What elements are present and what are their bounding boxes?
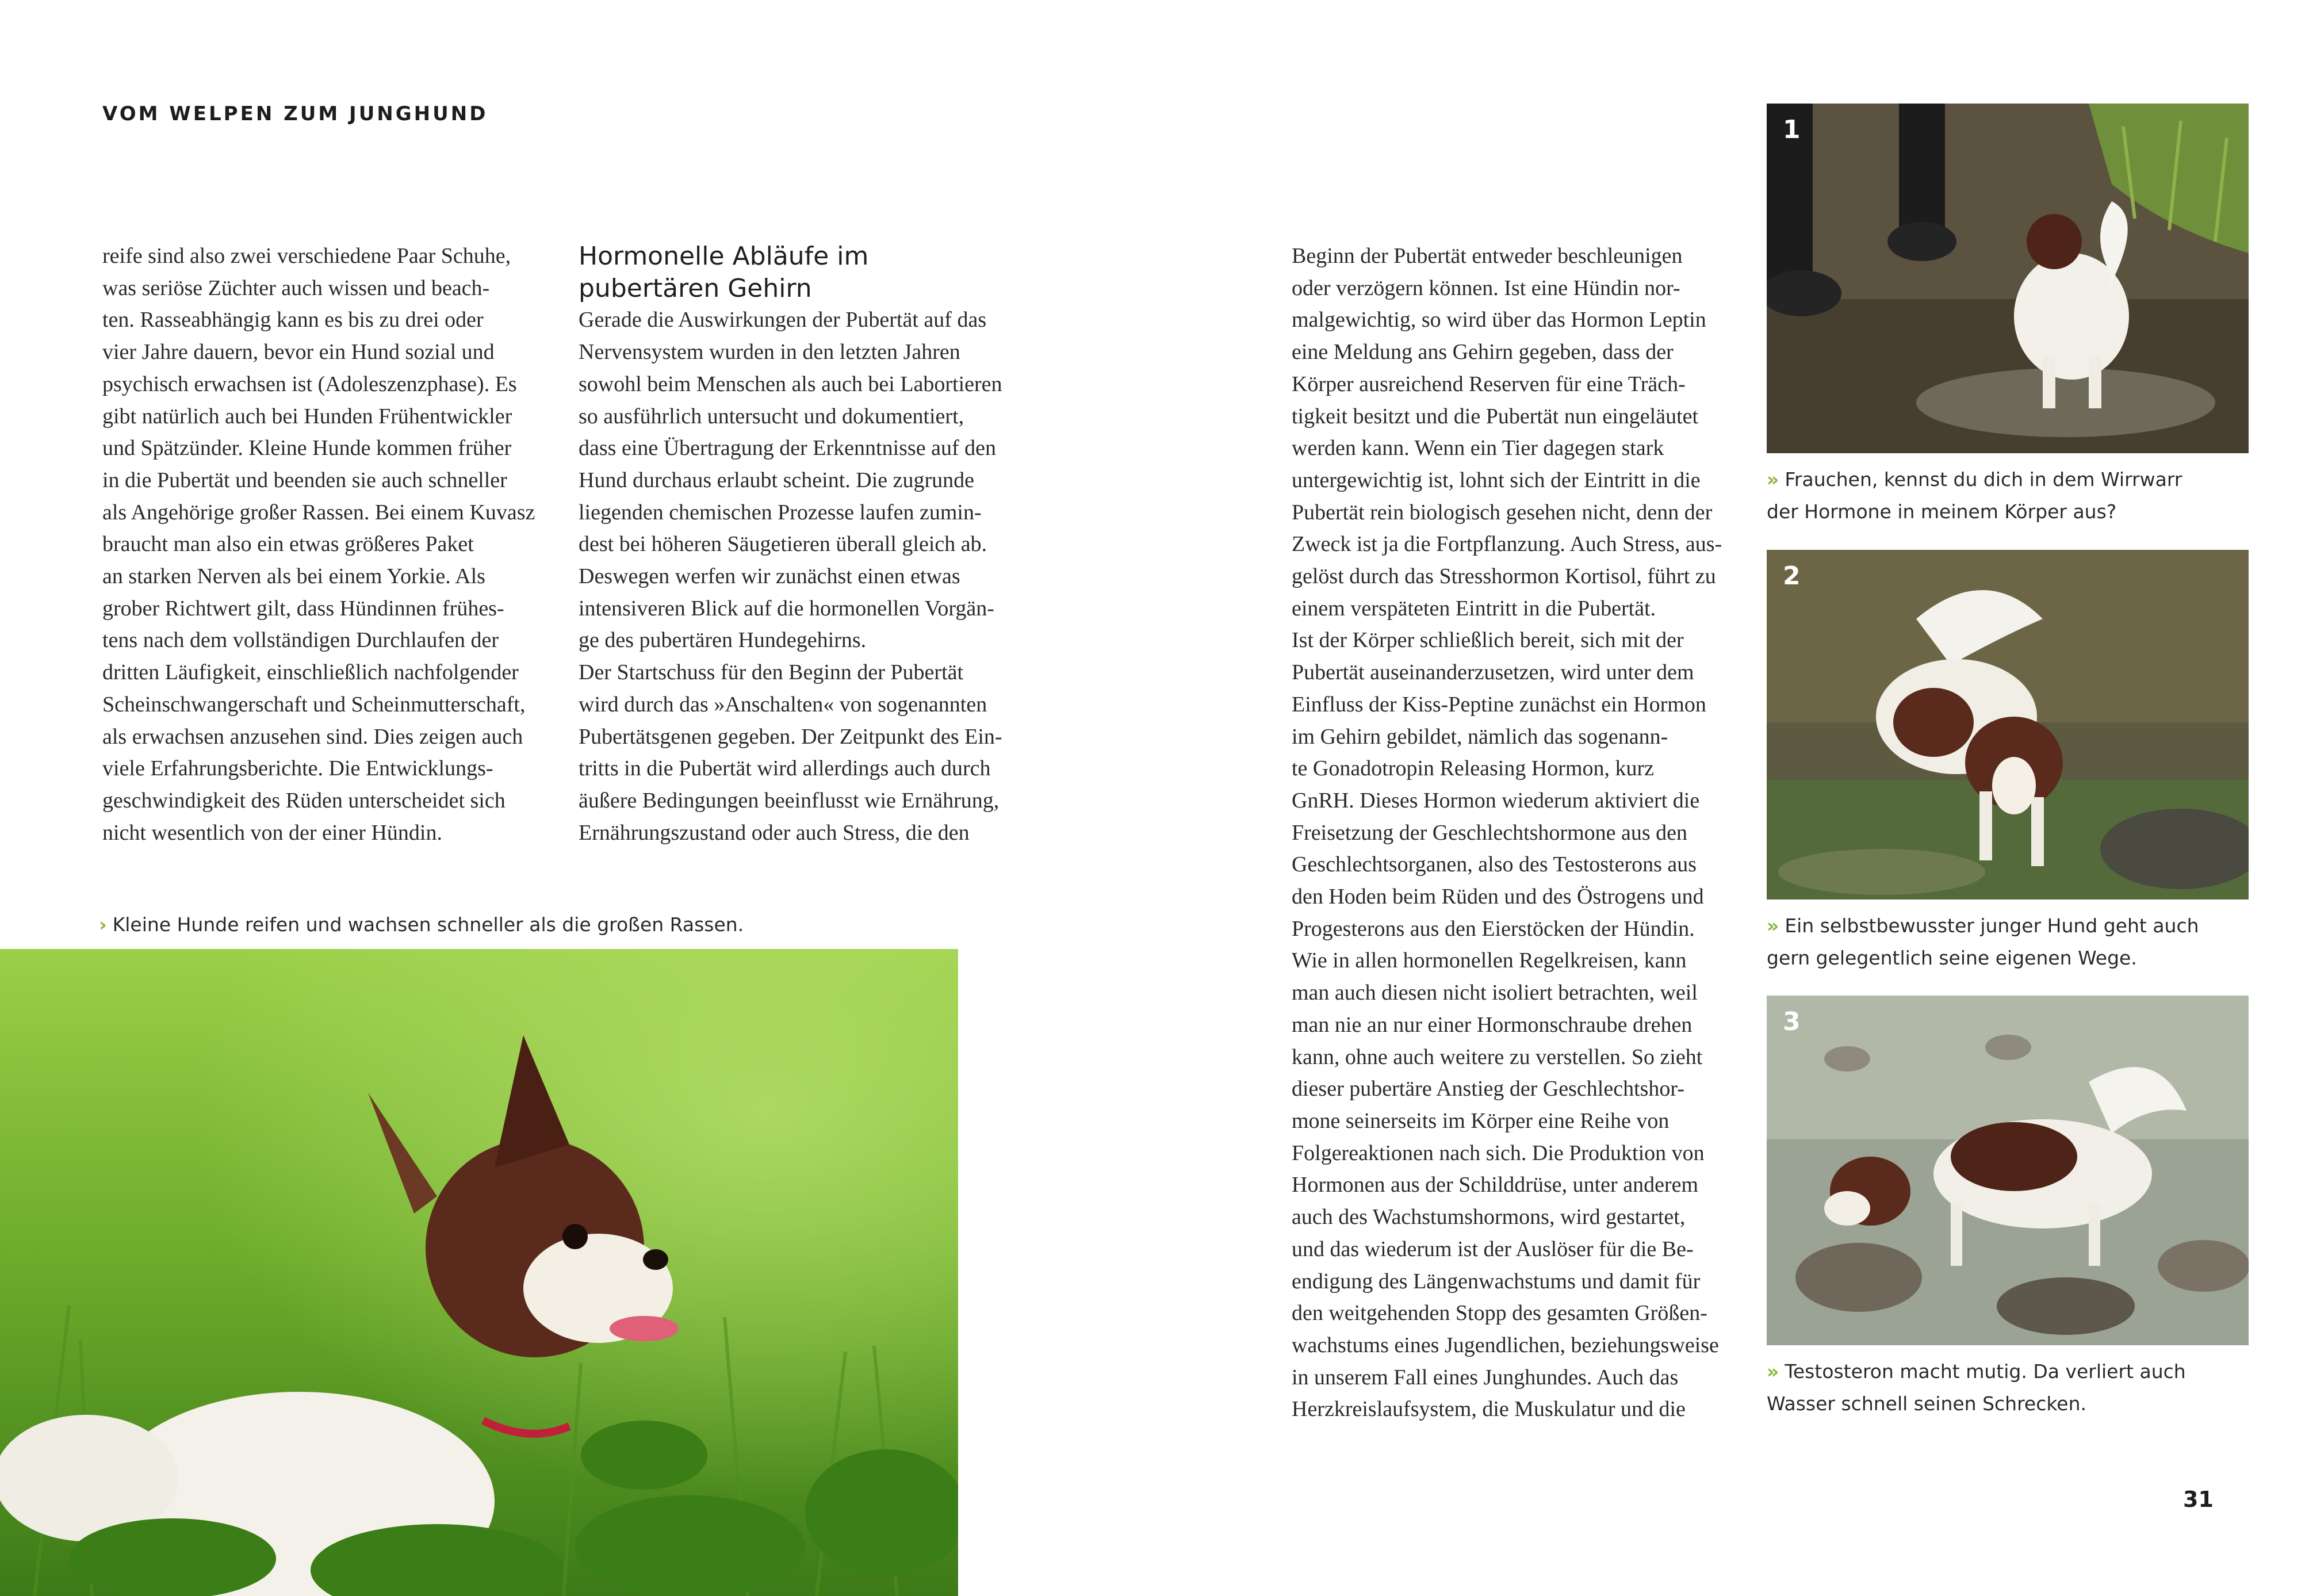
text-line: liegenden chemischen Prozesse laufen zumin- xyxy=(579,500,982,525)
text-line: und das wiederum ist der Auslöser für die Be- xyxy=(1292,1237,1694,1261)
text-line: tens nach dem vollständigen Durchlaufen der xyxy=(102,628,499,653)
text-line: man auch diesen nicht isoliert betrachten, weil xyxy=(1292,981,1698,1005)
dog-at-water-illustration xyxy=(1767,550,2249,900)
text-line: wird durch das »Anschalten« von sogenannten xyxy=(579,692,987,717)
text-line: dass eine Übertragung der Erkenntnisse auf den xyxy=(579,436,996,461)
running-head: VOM WELPEN ZUM JUNGHUND xyxy=(102,102,488,125)
text-line: Folgereaktionen nach sich. Die Produktion von xyxy=(1292,1140,1705,1165)
text-line: Körper ausreichend Reserven für eine Träch- xyxy=(1292,372,1686,396)
main-photo-dog-in-grass xyxy=(0,949,958,1596)
text-line: tigkeit besitzt und die Pubertät nun eingeläutet xyxy=(1292,404,1699,428)
text-line: Geschlechtsorganen, also des Testosterons aus xyxy=(1292,852,1697,877)
body-column-3 xyxy=(1292,240,1757,1426)
text-line: Hund durchaus erlaubt scheint. Die zugrunde xyxy=(579,468,975,492)
text-line: Ist der Körper schließlich bereit, sich mit der xyxy=(1292,628,1684,653)
text-line: sowohl beim Menschen als auch bei Labortieren xyxy=(579,372,1002,396)
main-photo-caption xyxy=(99,909,962,941)
section-heading xyxy=(579,240,1039,304)
text-line: Freisetzung der Geschlechtshormone aus den xyxy=(1292,820,1688,845)
text-line: malgewichtig, so wird über das Hormon Leptin xyxy=(1292,308,1706,332)
text-line: GnRH. Dieses Hormon wiederum aktiviert die xyxy=(1292,788,1700,813)
text-line: einem verspäteten Eintritt in die Pubertät. xyxy=(1292,596,1656,621)
caption-text: gern gelegentlich seine eigenen Wege. xyxy=(1767,946,2137,969)
text-line: endigung des Längenwachstums und damit für xyxy=(1292,1269,1701,1293)
text-line: den Hoden beim Rüden und des Östrogens und xyxy=(1292,885,1704,909)
dog-in-grass-illustration xyxy=(0,949,958,1596)
text-line: Beginn der Pubertät entweder beschleunigen xyxy=(1292,244,1683,268)
text-line: vier Jahre dauern, bevor ein Hund sozial und xyxy=(102,340,495,365)
text-line: man nie an nur einer Hormonschraube drehen xyxy=(1292,1012,1692,1037)
photo-1-dog-in-mud xyxy=(1767,104,2249,453)
text-line: Wie in allen hormonellen Regelkreisen, kann xyxy=(1292,948,1687,973)
photo-3-caption xyxy=(1767,1356,2261,1419)
text-line: mone seinerseits im Körper eine Reihe von xyxy=(1292,1108,1669,1133)
text-line: Ernährungszustand oder auch Stress, die den xyxy=(579,820,970,845)
text-line: nicht wesentlich von der einer Hündin. xyxy=(102,820,442,845)
text-line: Pubertätsgenen gegeben. Der Zeitpunkt des Ein- xyxy=(579,724,1002,749)
text-line: Pubertät auseinanderzusetzen, wird unter dem xyxy=(1292,660,1694,685)
photo-number-badge: 3 xyxy=(1783,1007,1801,1036)
text-line: gelöst durch das Stresshormon Kortisol, führt zu xyxy=(1292,564,1716,589)
text-line: grober Richtwert gilt, dass Hündinnen frühes- xyxy=(102,596,504,621)
chevron-right-icon: › xyxy=(99,913,107,936)
caption-text: Testosteron macht mutig. Da verliert auch xyxy=(1785,1360,2186,1383)
text-line: Deswegen werfen wir zunächst einen etwas xyxy=(579,564,960,589)
dog-in-mud-illustration xyxy=(1767,104,2249,453)
text-line: an starken Nerven als bei einem Yorkie. Als xyxy=(102,564,485,589)
text-line: Der Startschuss für den Beginn der Pubertät xyxy=(579,660,964,685)
photo-1-caption xyxy=(1767,464,2261,527)
caption-text: Frauchen, kennst du dich in dem Wirrwarr xyxy=(1785,468,2182,491)
photo-2-caption xyxy=(1767,910,2261,974)
text-line: dritten Läufigkeit, einschließlich nachfolgender xyxy=(102,660,519,685)
text-line: viele Erfahrungsberichte. Die Entwicklungs- xyxy=(102,756,493,781)
text-line: den weitgehenden Stopp des gesamten Größen- xyxy=(1292,1301,1707,1326)
text-line: te Gonadotropin Releasing Hormon, kurz xyxy=(1292,756,1655,781)
text-line: untergewichtig ist, lohnt sich der Eintritt in die xyxy=(1292,468,1701,492)
text-line: Zweck ist ja die Fortpflanzung. Auch Stress, aus- xyxy=(1292,532,1722,557)
text-line: tritts in die Pubertät wird allerdings auch durch xyxy=(579,756,991,781)
text-line: auch des Wachstumshormons, wird gestartet, xyxy=(1292,1205,1686,1230)
text-line: als Angehörige großer Rassen. Bei einem Kuvasz xyxy=(102,500,535,525)
photo-number-badge: 2 xyxy=(1783,561,1801,591)
text-line: dieser pubertäre Anstieg der Geschlechtshor- xyxy=(1292,1077,1684,1101)
text-line: ten. Rasseabhängig kann es bis zu drei oder xyxy=(102,308,484,332)
double-chevron-right-icon: » xyxy=(1767,914,1779,937)
double-chevron-right-icon: » xyxy=(1767,1360,1779,1383)
text-line: eine Meldung ans Gehirn gegeben, dass der xyxy=(1292,340,1674,365)
text-line: in die Pubertät und beenden sie auch schneller xyxy=(102,468,507,492)
text-line: kann, ohne auch weitere zu verstellen. So zieht xyxy=(1292,1044,1703,1069)
text-line: braucht man also ein etwas größeres Paket xyxy=(102,532,474,557)
text-line: äußere Bedingungen beeinflusst wie Ernährung, xyxy=(579,788,1000,813)
text-line: in unserem Fall eines Junghundes. Auch das xyxy=(1292,1365,1679,1390)
text-line: im Gehirn gebildet, nämlich das sogenann- xyxy=(1292,724,1668,749)
caption-text: Wasser schnell seinen Schrecken. xyxy=(1767,1392,2087,1415)
body-column-2 xyxy=(579,240,1039,849)
double-chevron-right-icon: » xyxy=(1767,468,1779,491)
text-line: was seriöse Züchter auch wissen und beach- xyxy=(102,275,490,300)
text-line: gibt natürlich auch bei Hunden Frühentwickler xyxy=(102,404,512,428)
text-line: geschwindigkeit des Rüden unterscheidet sich xyxy=(102,788,506,813)
text-line: Scheinschwangerschaft und Scheinmutterschaft, xyxy=(102,692,526,717)
text-line: Progesterons aus den Eierstöcken der Hündin. xyxy=(1292,916,1695,941)
text-line: dest bei höheren Säugetieren überall gleich ab. xyxy=(579,532,987,557)
text-line: psychisch erwachsen ist (Adoleszenzphase). Es xyxy=(102,372,517,396)
text-line: intensiveren Blick auf die hormonellen Vorgän- xyxy=(579,596,994,621)
photo-2-dog-at-water xyxy=(1767,550,2249,900)
section-heading-line: pubertären Gehirn xyxy=(579,273,812,303)
text-line: Nervensystem wurden in den letzten Jahren xyxy=(579,340,960,365)
text-line: und Spätzünder. Kleine Hunde kommen früher xyxy=(102,436,512,461)
dog-in-stream-illustration xyxy=(1767,996,2249,1345)
text-line: Hormonen aus der Schilddrüse, unter anderem xyxy=(1292,1173,1699,1197)
section-heading-line: Hormonelle Abläufe im xyxy=(579,242,869,271)
text-line: so ausführlich untersucht und dokumentiert, xyxy=(579,404,964,428)
photo-number-badge: 1 xyxy=(1783,115,1801,144)
body-column-1 xyxy=(102,240,574,849)
caption-text: Ein selbstbewusster junger Hund geht auch xyxy=(1785,914,2199,937)
text-line: Herzkreislaufsystem, die Muskulatur und die xyxy=(1292,1397,1686,1422)
text-line: Einfluss der Kiss-Peptine zunächst ein Hormon xyxy=(1292,692,1706,717)
text-line: Pubertät rein biologisch gesehen nicht, denn der xyxy=(1292,500,1713,525)
caption-text: der Hormone in meinem Körper aus? xyxy=(1767,500,2117,523)
text-line: reife sind also zwei verschiedene Paar Schuhe, xyxy=(102,244,511,268)
text-line: als erwachsen anzusehen sind. Dies zeigen auch xyxy=(102,724,523,749)
text-line: oder verzögern können. Ist eine Hündin nor- xyxy=(1292,275,1680,300)
text-line: ge des pubertären Hundegehirns. xyxy=(579,628,867,653)
text-line: werden kann. Wenn ein Tier dagegen stark xyxy=(1292,436,1664,461)
caption-text: Kleine Hunde reifen und wachsen schneller als die großen Rassen. xyxy=(112,913,744,936)
photo-3-dog-in-stream xyxy=(1767,996,2249,1345)
text-line: wachstums eines Jugendlichen, beziehungsweise xyxy=(1292,1333,1719,1357)
text-line: Gerade die Auswirkungen der Pubertät auf das xyxy=(579,308,987,332)
page-number: 31 xyxy=(2183,1487,2214,1512)
